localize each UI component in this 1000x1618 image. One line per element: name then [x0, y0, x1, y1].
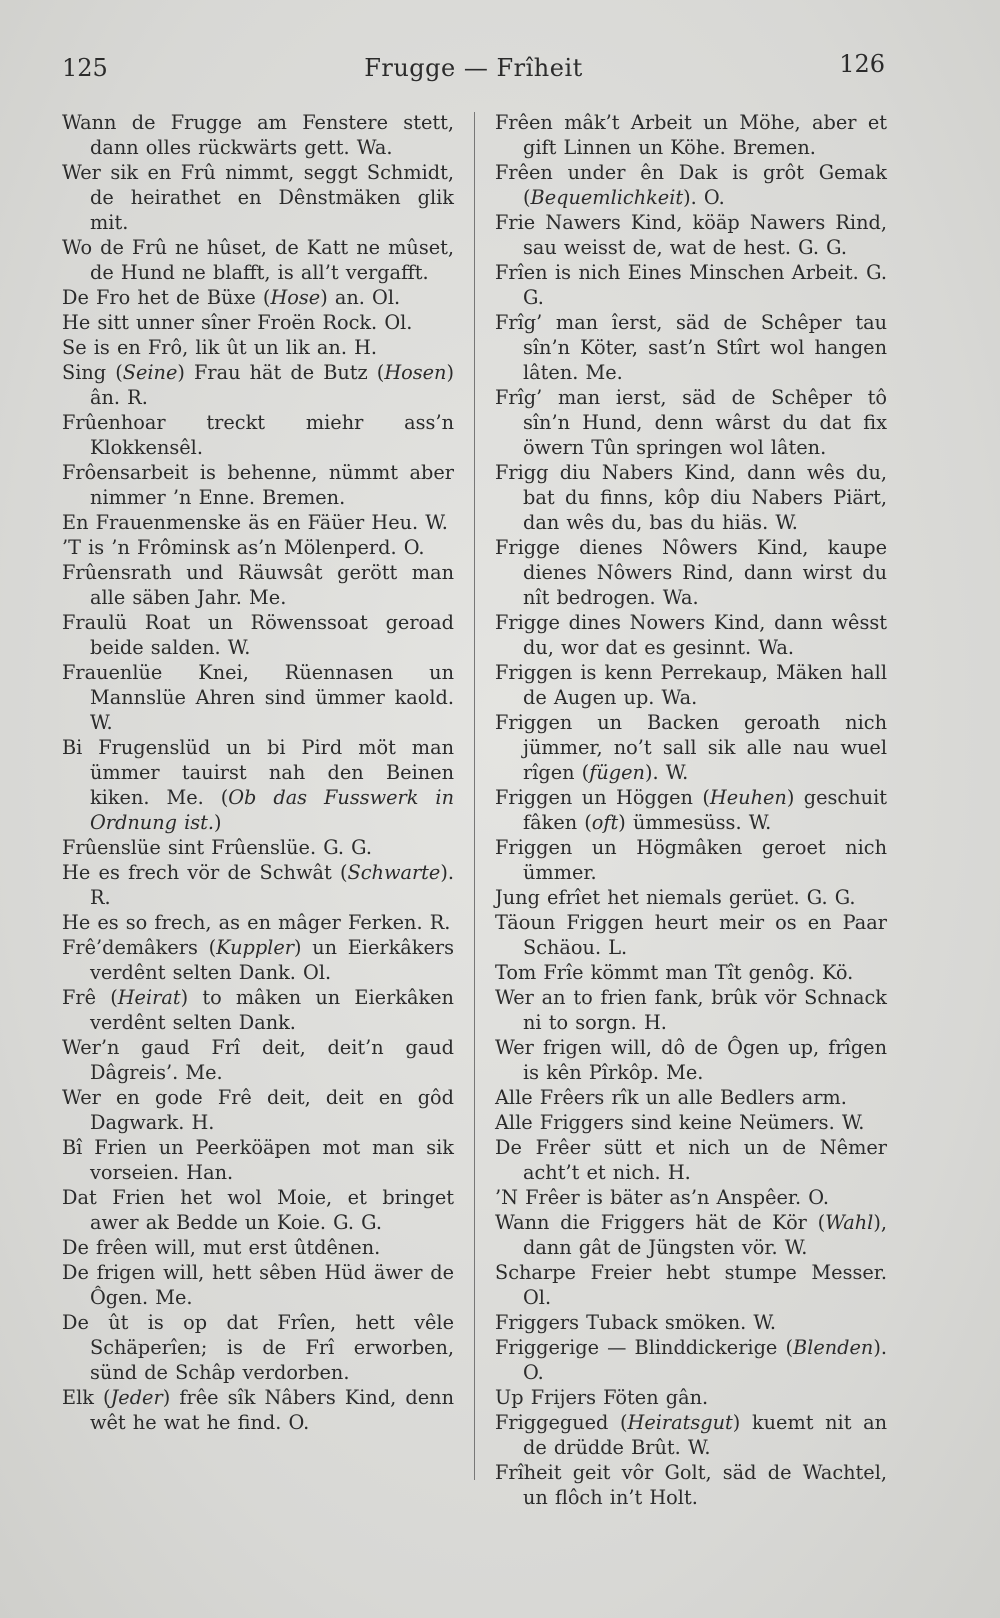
entry-text: Jung efrîet het niemals gerüet. G. G. [495, 886, 856, 909]
proverb-entry [62, 285, 454, 310]
proverb-entry [495, 1210, 887, 1260]
proverb-entry [62, 510, 454, 535]
entry-text: Frêen under ên Dak is grôt Gemak ( [495, 161, 887, 209]
italic-gloss: oft [591, 811, 619, 834]
entry-text: Frigg diu Nabers Kind, dann wês du, bat du finns, kôp diu Nabers Piärt, dan wês du, bas du hiäs. W. [495, 461, 887, 534]
entry-text: Frauenlüe Knei, Rüennasen un Mannslüe Ahren sind ümmer kaold. W. [62, 661, 454, 734]
entry-text: Frôensarbeit is behenne, nümmt aber nimmer ’n Enne. Bremen. [62, 461, 454, 509]
entry-text: Sing ( [62, 361, 123, 384]
entry-text: De frigen will, hett sêben Hüd äwer de Ôgen. Me. [62, 1261, 454, 1309]
page-number-right: 126 [839, 50, 885, 78]
entry-text: Elk ( [62, 1386, 111, 1409]
entry-text: Wann die Friggers hät de Kör ( [495, 1211, 826, 1234]
entry-text: De frêen will, mut erst ûtdênen. [62, 1236, 381, 1259]
page-number-left: 125 [62, 54, 108, 82]
right-column [495, 110, 887, 1510]
italic-gloss: Heiratsgut [627, 1411, 733, 1434]
entry-text: De Frêer sütt et nich un de Nêmer acht’t et nich. H. [495, 1136, 887, 1184]
proverb-entry [62, 1185, 454, 1235]
proverb-entry [495, 1110, 887, 1135]
entry-text: ) kuemt nit an de drüdde Brût. W. [523, 1411, 887, 1459]
entry-text: Frîen is nich Eines Minschen Arbeit. G. G. [495, 261, 887, 309]
proverb-entry [62, 935, 454, 985]
proverb-entry [495, 385, 887, 460]
entry-text: ), dann gât de Jüngsten vör. W. [523, 1211, 887, 1259]
proverb-entry [495, 310, 887, 385]
entry-text: Frigge dienes Nôwers Kind, kaupe dienes Nôwers Rind, dann wirst du nît bedrogen. Wa. [495, 536, 887, 609]
entry-text: Frê’demâkers ( [62, 936, 217, 959]
entry-text: He sitt unner sîner Froën Rock. Ol. [62, 311, 413, 334]
left-column [62, 110, 454, 1435]
proverb-entry [495, 960, 887, 985]
proverb-entry [495, 785, 887, 835]
entry-text: ). W. [644, 761, 689, 784]
proverb-entry [62, 410, 454, 460]
proverb-entry [495, 1185, 887, 1210]
proverb-entry [62, 110, 454, 160]
proverb-entry [495, 710, 887, 785]
proverb-entry [495, 460, 887, 535]
proverb-entry [62, 610, 454, 660]
entry-text: Frûenslüe sint Frûenslüe. G. G. [62, 836, 373, 859]
entry-text: Friggen un Höggen ( [495, 786, 710, 809]
proverb-entry [495, 1385, 887, 1410]
proverb-entry [495, 160, 887, 210]
proverb-entry [495, 1260, 887, 1310]
entry-text: ). O. [683, 186, 725, 209]
proverb-entry [495, 985, 887, 1035]
italic-gloss: fügen [589, 761, 645, 784]
entry-text: He es so frech, as en mâger Ferken. R. [62, 911, 451, 934]
proverb-entry [62, 735, 454, 835]
proverb-entry [62, 310, 454, 335]
running-title: Frugge — Frîheit [364, 54, 583, 82]
entry-text: ). O. [523, 1336, 887, 1384]
proverb-entry [62, 860, 454, 910]
proverb-entry [62, 460, 454, 510]
italic-gloss: Seine [122, 361, 178, 384]
proverb-entry [495, 835, 887, 885]
entry-text: Wer an to frien fank, brûk vör Schnack ni to sorgn. H. [495, 986, 887, 1034]
italic-gloss: Bequemlichkeit [530, 186, 684, 209]
entry-text: Frûensrath und Räuwsât gerött man alle säben Jahr. Me. [62, 561, 454, 609]
entry-text: ) ân. R. [90, 361, 455, 409]
entry-text: Fraulü Roat un Röwenssoat geroad beide salden. W. [62, 611, 454, 659]
proverb-entry [62, 1385, 454, 1435]
proverb-entry [62, 335, 454, 360]
entry-text: Dat Frien het wol Moie, et bringet awer ak Bedde un Koie. G. G. [62, 1186, 454, 1234]
entry-text: Friggers Tuback smöken. W. [495, 1311, 776, 1334]
italic-gloss: Jeder [110, 1386, 163, 1409]
proverb-entry [62, 360, 454, 410]
proverb-entry [495, 260, 887, 310]
italic-gloss: Heuhen [709, 786, 787, 809]
page-header [62, 50, 885, 90]
italic-gloss: Ob das Fusswerk in Ordnung ist. [90, 786, 454, 834]
proverb-entry [62, 560, 454, 610]
entry-text: ) ümmesüss. W. [618, 811, 772, 834]
proverb-entry [495, 1310, 887, 1335]
entry-text: ) [214, 811, 222, 834]
entry-text: Friggerige — Blinddickerige ( [495, 1336, 793, 1359]
italic-gloss: Heirat [117, 986, 181, 1009]
entry-text: Wann de Frugge am Fenstere stett, dann olles rückwärts gett. Wa. [62, 111, 454, 159]
entry-text: Friggen un Backen geroath nich jümmer, no’t sall sik alle nau wuel rîgen ( [495, 711, 887, 784]
proverb-entry [495, 535, 887, 610]
proverb-entry [62, 1310, 454, 1385]
entry-text: Alle Frêers rîk un alle Bedlers arm. [495, 1086, 847, 1109]
entry-text: Wer sik en Frû nimmt, seggt Schmidt, de heirathet en Dênstmäken glik mit. [62, 161, 454, 234]
entry-text: Frûenhoar treckt miehr ass’n Klokkensêl. [62, 411, 454, 459]
entry-text: Friggegued ( [495, 1411, 628, 1434]
italic-gloss: Kuppler [216, 936, 294, 959]
entry-text: ). R. [90, 861, 454, 909]
italic-gloss: Hose [270, 286, 321, 309]
entry-text: Täoun Friggen heurt meir os en Paar Schäou. L. [495, 911, 887, 959]
entry-text: Frie Nawers Kind, köäp Nawers Rind, sau weisst de, wat de hest. G. G. [495, 211, 887, 259]
italic-gloss: Schwarte [347, 861, 441, 884]
entry-text: Wer’n gaud Frî deit, deit’n gaud Dâgreis’. Me. [62, 1036, 454, 1084]
proverb-entry [495, 1410, 887, 1460]
entry-text: ’T is ’n Frôminsk as’n Mölenperd. O. [62, 536, 425, 559]
proverb-entry [495, 1085, 887, 1110]
italic-gloss: Wahl [825, 1211, 874, 1234]
italic-gloss: Blenden [793, 1336, 874, 1359]
entry-text: Frêen mâk’t Arbeit un Möhe, aber et gift Linnen un Köhe. Bremen. [495, 111, 887, 159]
proverb-entry [62, 235, 454, 285]
entry-text: ) Frau hät de Butz ( [177, 361, 385, 384]
proverb-entry [62, 1260, 454, 1310]
entry-text: Frîg’ man îerst, säd de Schêper tau sîn’n Köter, sast’n Stîrt wol hangen lâten. Me. [495, 311, 887, 384]
entry-text: Friggen is kenn Perrekaup, Mäken hall de Augen up. Wa. [495, 661, 887, 709]
entry-text: Frîg’ man ierst, säd de Schêper tô sîn’n Hund, denn wârst du dat fix öwern Tûn springen wol lâten. [495, 386, 887, 459]
proverb-entry [62, 910, 454, 935]
entry-text: ) un Eierkâkers verdênt selten Dank. Ol. [90, 936, 454, 984]
proverb-entry [495, 1035, 887, 1085]
entry-text: ) geschuit fâken ( [523, 786, 887, 834]
proverb-entry [495, 660, 887, 710]
entry-text: Alle Friggers sind keine Neümers. W. [495, 1111, 865, 1134]
entry-text: ’N Frêer is bäter as’n Anspêer. O. [495, 1186, 830, 1209]
entry-text: Frê ( [62, 986, 118, 1009]
entry-text: Friggen un Högmâken geroet nich ümmer. [495, 836, 887, 884]
proverb-entry [62, 835, 454, 860]
entry-text: ) an. Ol. [320, 286, 401, 309]
proverb-entry [62, 160, 454, 235]
entry-text: De ût is op dat Frîen, hett vêle Schäperîen; is de Frî erworben, sünd de Schâp verdorben. [62, 1311, 454, 1384]
proverb-entry [495, 210, 887, 260]
entry-text: Frigge dines Nowers Kind, dann wêsst du, wor dat es gesinnt. Wa. [495, 611, 887, 659]
entry-text: Wo de Frû ne hûset, de Katt ne mûset, de Hund ne blafft, is all’t vergafft. [62, 236, 454, 284]
entry-text: Se is en Frô, lik ût un lik an. H. [62, 336, 378, 359]
entry-text: Scharpe Freier hebt stumpe Messer. Ol. [495, 1261, 887, 1309]
proverb-entry [495, 110, 887, 160]
entry-text: ) frêe sîk Nâbers Kind, denn wêt he wat he find. O. [90, 1386, 455, 1434]
proverb-entry [495, 1135, 887, 1185]
entry-text: Bi Frugenslüd un bi Pird möt man ümmer tauirst nah den Beinen kiken. Me. ( [62, 736, 454, 809]
entry-text: En Frauenmenske äs en Fäüer Heu. W. [62, 511, 448, 534]
entry-text: Frîheit geit vôr Golt, säd de Wachtel, un flôch in’t Holt. [495, 1461, 887, 1509]
entry-text: Wer frigen will, dô de Ôgen up, frîgen is kên Pîrkôp. Me. [495, 1036, 887, 1084]
proverb-entry [495, 610, 887, 660]
entry-text: Bî Frien un Peerköäpen mot man sik vorseien. Han. [62, 1136, 454, 1184]
entry-text: Wer en gode Frê deit, deit en gôd Dagwark. H. [62, 1086, 454, 1134]
proverb-entry [62, 1035, 454, 1085]
proverb-entry [62, 1235, 454, 1260]
proverb-entry [495, 1335, 887, 1385]
entry-text: De Fro het de Büxe ( [62, 286, 271, 309]
entry-text: He es frech vör de Schwât ( [62, 861, 348, 884]
column-divider [474, 112, 475, 1480]
entry-text: ) to mâken un Eierkâken verdênt selten Dank. [90, 986, 454, 1034]
proverb-entry [62, 985, 454, 1035]
proverb-entry [62, 660, 454, 735]
entry-text: Tom Frîe kömmt man Tît genôg. Kö. [495, 961, 854, 984]
proverb-entry [495, 1460, 887, 1510]
italic-gloss: Hosen [384, 361, 447, 384]
entry-text: Up Frijers Föten gân. [495, 1386, 709, 1409]
proverb-entry [62, 1085, 454, 1135]
proverb-entry [495, 910, 887, 960]
proverb-entry [495, 885, 887, 910]
proverb-entry [62, 1135, 454, 1185]
proverb-entry [62, 535, 454, 560]
